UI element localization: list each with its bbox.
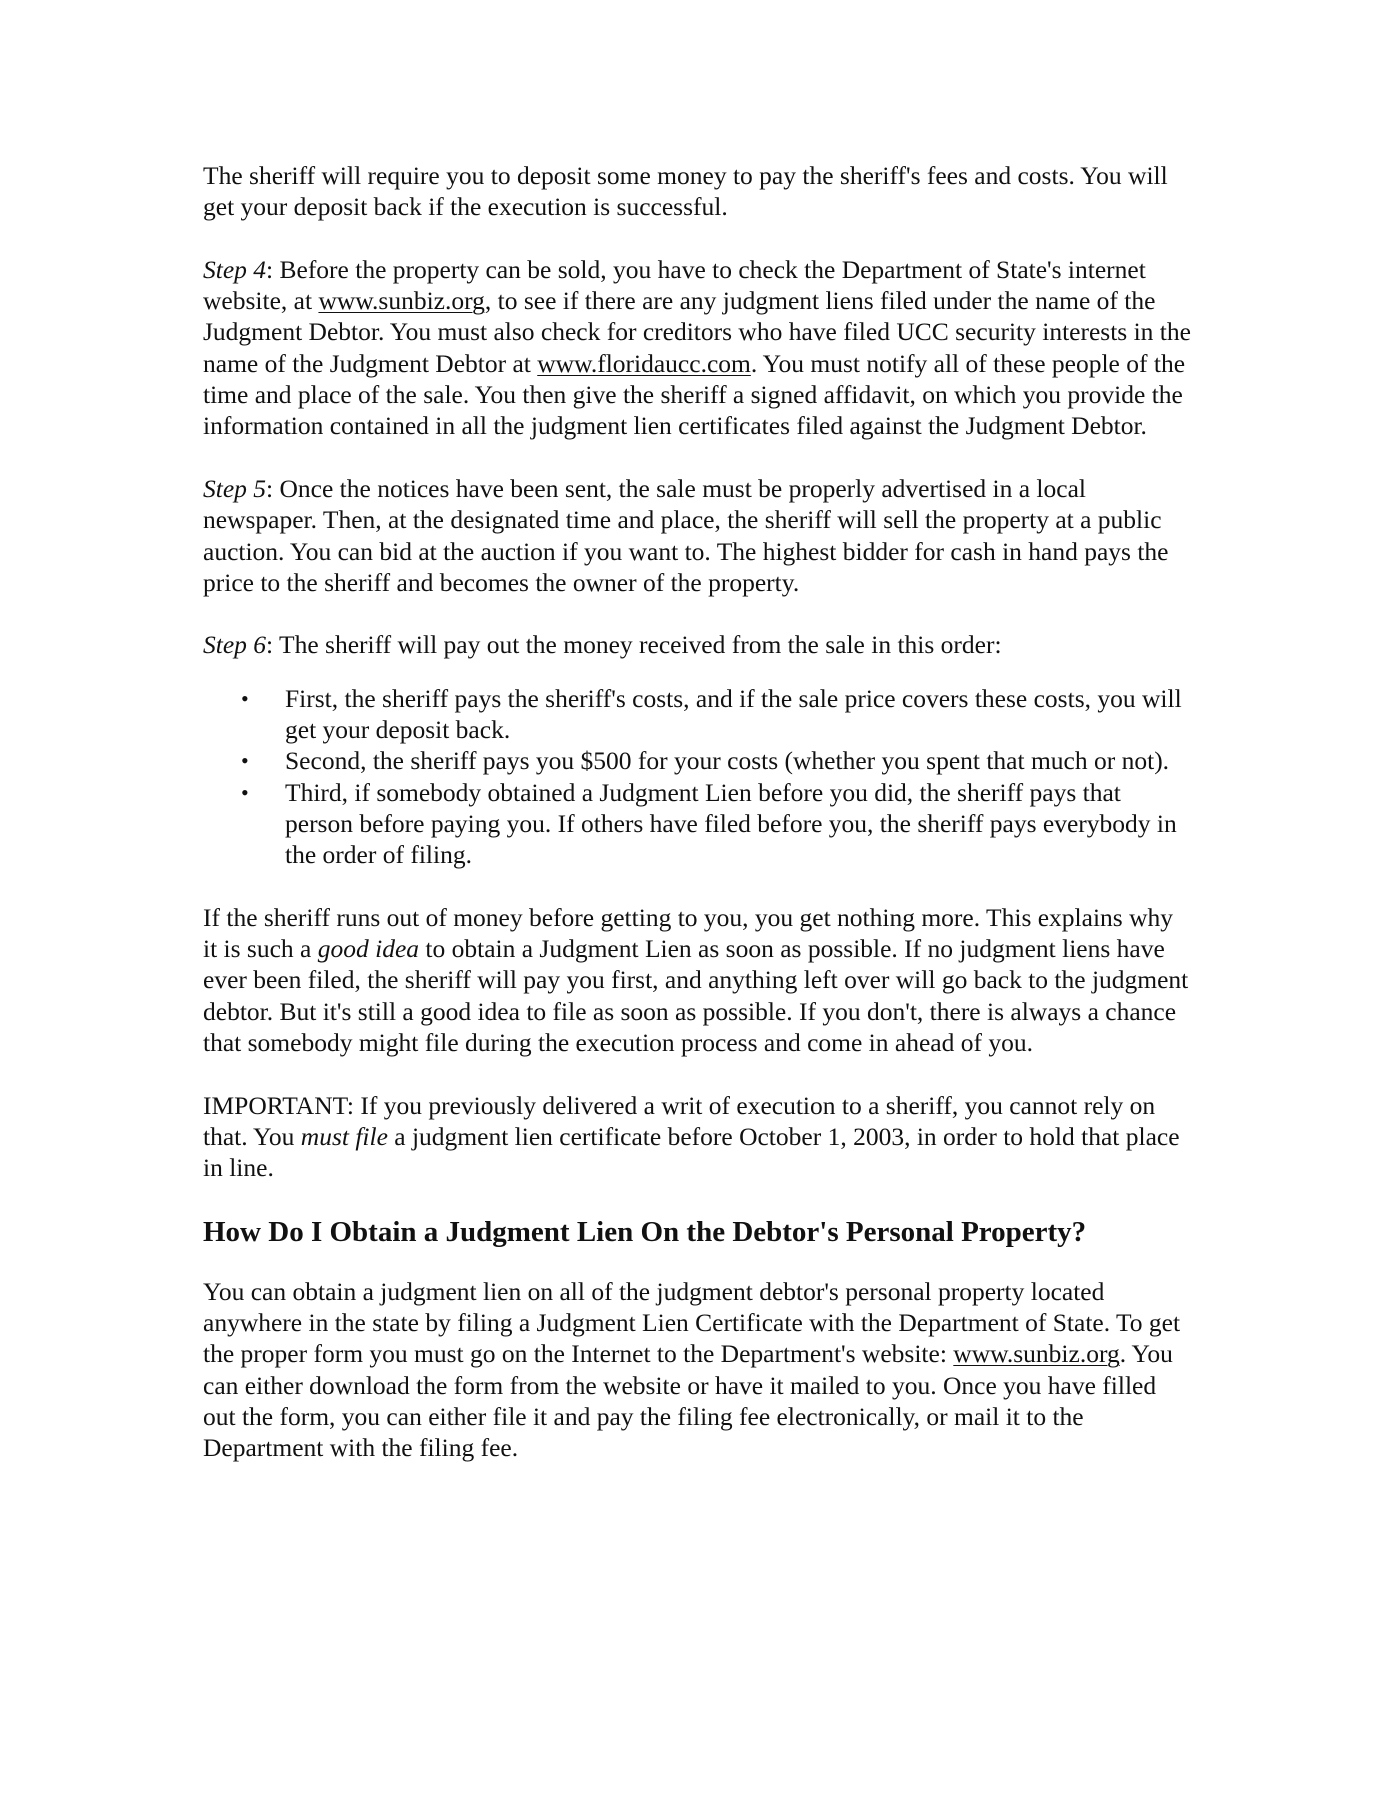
important-text-a: IMPORTANT: If you previously delivered a writ of execution to a sheriff, you cannot rely on that. You	[203, 1090, 1156, 1151]
step-5-label: Step 5	[203, 473, 267, 503]
runs-out-text-b: to obtain a Judgment Lien as soon as possible. If no judgment liens have ever been filed, the sheriff will pay you first, and anything left over will go back to the judgment debtor. But it's still a good idea to file as soon as possible. If you don't, there is always a chance that somebody might file during the execution process and come in ahead of you.	[203, 934, 1189, 1058]
step-6-text: : The sheriff will pay out the money received from the sale in this order:	[266, 630, 1002, 660]
runs-out-text-a: If the sheriff runs out of money before getting to you, you get nothing more. This explains why it is such a	[203, 902, 1174, 964]
important-paragraph	[203, 1090, 1193, 1184]
step-4-label: Step 4	[203, 254, 267, 284]
final-paragraph	[203, 1276, 1193, 1464]
step-4-text-c: . You must notify all of these people of the time and place of the sale. You then give the sheriff a signed affidavit, on which you provide the information contained in all the judgment lien certificates filed against the Judgment Debtor.	[203, 348, 1186, 441]
step-4-paragraph	[203, 254, 1193, 442]
runs-out-paragraph	[203, 902, 1193, 1058]
good-idea-emphasis: good idea	[317, 934, 420, 964]
final-text-a: You can obtain a judgment lien on all of the judgment debtor's personal property located anywhere in the state by filing a Judgment Lien Certificate with the Department of State. To get the proper form you must go on the Internet to the Department's website:	[203, 1276, 1181, 1369]
step-6-label: Step 6	[203, 630, 267, 660]
step-5-paragraph	[203, 473, 1193, 598]
list-item-text: Third, if somebody obtained a Judgment Lien before you did, the sheriff pays that person before paying you. If others have filed before you, the sheriff pays everybody in the order of filing.	[285, 777, 1177, 870]
payout-order-list	[203, 683, 1193, 871]
floridaucc-link[interactable]: www.floridaucc.com	[537, 348, 751, 378]
final-text-b: . You can either download the form from the website or have it mailed to you. Once you have filled out the form, you can either file it and pay the filing fee electronically, or mail it to the Department with the filing fee.	[203, 1339, 1173, 1463]
bullet-icon: •	[241, 748, 249, 774]
bullet-icon: •	[241, 779, 249, 805]
important-text-b: a judgment lien certificate before October 1, 2003, in order to hold that place in line.	[203, 1121, 1180, 1183]
document-page	[203, 160, 1193, 1495]
list-item-text: First, the sheriff pays the sheriff's costs, and if the sale price covers these costs, you will get your deposit back.	[285, 683, 1182, 745]
deposit-paragraph: The sheriff will require you to deposit some money to pay the sheriff's fees and costs. You will get your deposit back if the execution is successful.	[203, 161, 1168, 222]
list-item-text: Second, the sheriff pays you $500 for your costs (whether you spent that much or not).	[285, 746, 1170, 776]
step-6-paragraph	[203, 629, 1193, 660]
sunbiz-link-2[interactable]: www.sunbiz.org	[953, 1339, 1120, 1369]
must-file-emphasis: must file	[300, 1121, 388, 1151]
list-item	[203, 683, 1193, 746]
step-4-text-a: : Before the property can be sold, you have to check the Department of State's internet website, at	[203, 254, 1146, 316]
section-heading: How Do I Obtain a Judgment Lien On the Debtor's Personal Property?	[203, 1215, 1087, 1248]
list-item	[203, 777, 1193, 871]
step-5-text: : Once the notices have been sent, the sale must be properly advertised in a local newspaper. Then, at the designated time and place, the sheriff will sell the property at a public auction. You can bid at the auction if you want to. The highest bidder for cash in hand pays the price to the sheriff and becomes the owner of the property.	[203, 473, 1169, 597]
sunbiz-link[interactable]: www.sunbiz.org	[318, 286, 485, 316]
list-item	[203, 745, 1193, 776]
step-4-text-b: , to see if there are any judgment liens filed under the name of the Judgment Debtor. You must also check for creditors who have filed UCC security interests in the name of the Judgment Debtor at	[203, 286, 1191, 378]
bullet-icon: •	[241, 685, 249, 711]
